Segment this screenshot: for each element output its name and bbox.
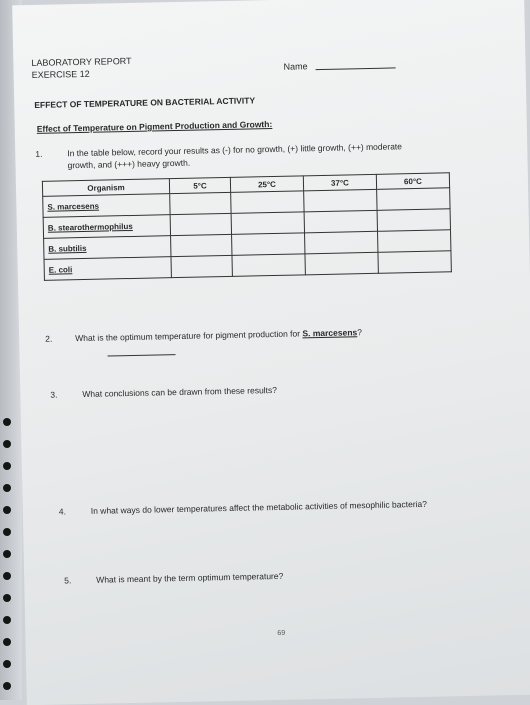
- result-cell[interactable]: [377, 188, 450, 211]
- report-title: LABORATORY REPORT: [31, 55, 132, 69]
- binding-hole: [3, 616, 11, 624]
- page-number: 69: [277, 629, 286, 638]
- answer-line[interactable]: [108, 354, 176, 356]
- binding-hole: [3, 638, 11, 646]
- result-cell[interactable]: [231, 212, 304, 235]
- question-text: In the table below, record your results as (-) for no growth, (+) little growth, (++) moderate growth, and (+++) heavy growth.: [67, 141, 403, 171]
- binding-hole: [3, 484, 11, 492]
- binding-hole: [3, 528, 11, 536]
- binding-hole: [3, 594, 11, 602]
- name-label: Name: [283, 61, 308, 72]
- report-header: [31, 55, 132, 81]
- binding-hole: [3, 462, 11, 470]
- exercise-label: EXERCISE 12: [31, 68, 90, 81]
- result-cell[interactable]: [170, 192, 231, 214]
- question-number: 2.: [45, 333, 53, 344]
- name-field-line[interactable]: [316, 67, 396, 70]
- result-cell[interactable]: [232, 254, 305, 277]
- page-title: EFFECT OF TEMPERATURE ON BACTERIAL ACTIVITY: [34, 95, 256, 110]
- question-text: What is meant by the term optimum temperature?: [96, 570, 284, 585]
- column-header: 37°C: [303, 174, 376, 191]
- question-1: [35, 139, 475, 174]
- question-number: 5.: [64, 575, 72, 586]
- question-2: [45, 324, 485, 347]
- binding-hole: [3, 682, 11, 690]
- result-cell[interactable]: [377, 209, 450, 232]
- binding-hole: [3, 660, 11, 668]
- question-number: 4.: [58, 506, 66, 517]
- binding-hole: [3, 506, 11, 514]
- column-header: 60°C: [376, 173, 449, 190]
- question-5: [64, 566, 484, 589]
- question-4: [59, 496, 499, 519]
- column-header: 25°C: [230, 176, 303, 193]
- binding-hole: [3, 550, 11, 558]
- question-text: What is the optimum temperature for pigment production for S. marcesens?: [75, 327, 363, 344]
- result-cell[interactable]: [231, 191, 304, 214]
- result-cell[interactable]: [170, 213, 231, 235]
- column-header: Organism: [42, 179, 169, 197]
- column-header: 5°C: [169, 177, 230, 193]
- lab-report-page: [12, 0, 530, 705]
- question-text: What conclusions can be drawn from these results?: [82, 384, 278, 400]
- question-number: 1.: [35, 148, 43, 159]
- binding-hole: [3, 572, 11, 580]
- result-cell[interactable]: [378, 251, 451, 274]
- result-cell[interactable]: [171, 234, 232, 256]
- section-subtitle: Effect of Temperature on Pigment Production and Growth:: [36, 119, 273, 134]
- result-cell[interactable]: [377, 230, 450, 253]
- result-cell[interactable]: [304, 210, 377, 233]
- organism-cell: B. subtilis: [44, 236, 171, 260]
- organism-cell: S. marcesens: [43, 194, 170, 218]
- result-cell[interactable]: [305, 252, 378, 275]
- binding-hole: [3, 440, 11, 448]
- results-table: [42, 172, 452, 281]
- binding-hole: [3, 418, 11, 426]
- result-cell[interactable]: [231, 233, 304, 256]
- organism-cell: E. coli: [44, 257, 171, 281]
- organism-cell: B. stearothermophilus: [43, 215, 170, 239]
- result-cell[interactable]: [171, 255, 232, 277]
- question-3: [50, 380, 470, 403]
- result-cell[interactable]: [304, 189, 377, 212]
- question-number: 3.: [50, 389, 58, 400]
- result-cell[interactable]: [304, 231, 377, 254]
- question-text: In what ways do lower temperatures affect the metabolic activities of mesophilic bacteria?: [90, 498, 428, 516]
